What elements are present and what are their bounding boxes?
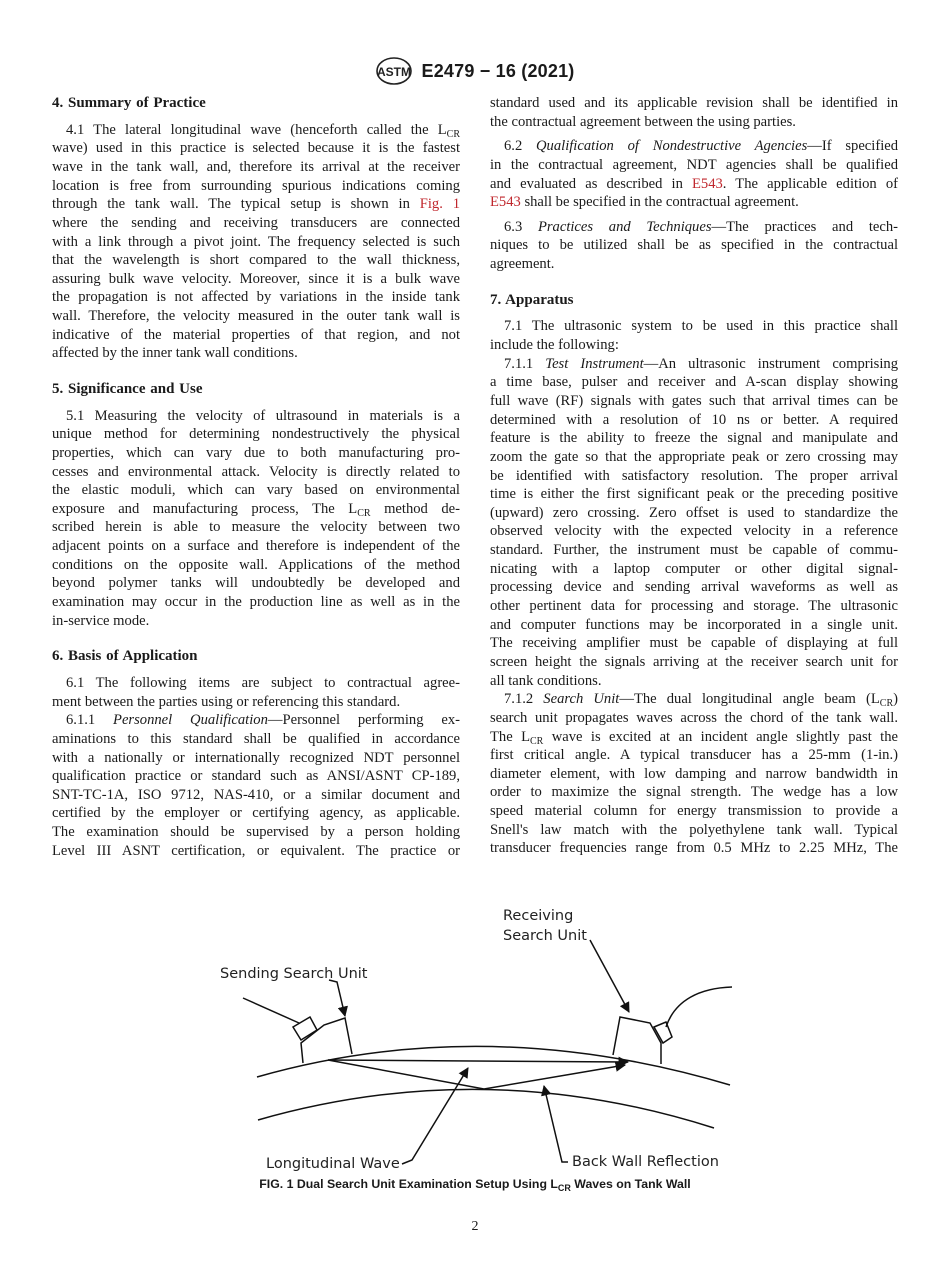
text-line: unique method for determining nondestructively the physical [52, 426, 460, 443]
sending-transducer [293, 1017, 317, 1040]
italic-term: Practices and Techniques [537, 218, 712, 235]
text-segment: —If specified [807, 138, 899, 155]
text-segment: —The dual longitudinal angle beam (L [619, 691, 880, 708]
longitudinal-wave-label: Longitudinal Wave [266, 1156, 400, 1172]
text-segment: through the tank wall. The typical setup is shown in [52, 196, 420, 213]
paragraph [52, 121, 460, 363]
astm-logo-icon [375, 56, 413, 86]
paragraph [490, 690, 898, 858]
section-heading: 6. Basis of Application [52, 648, 198, 665]
section-heading: 7. Apparatus [490, 291, 574, 308]
italic-term: Personnel Qualification [113, 712, 268, 729]
text-line: nicating with a laptop computer or other digital signal- [490, 560, 898, 577]
subscript: CR [357, 507, 371, 519]
figure-caption [0, 1177, 950, 1191]
text-line: 7.1 The ultrasonic system to be used in this practice shall [504, 318, 898, 335]
text-segment: —The practices and tech- [711, 218, 898, 235]
text-segment: 7.1.1 [504, 355, 546, 372]
text-line: Snell's law match with the polyethylene tank wall. Typical [490, 821, 898, 838]
text-line: that the wavelength is short compared to the wall thickness, [52, 252, 460, 269]
text-line: assuring bulk wave velocity. Moreover, since it is a bulk wave [52, 270, 460, 287]
longitudinal-wave-path [328, 1060, 628, 1062]
text-segment: and evaluated as described in [490, 175, 692, 192]
text-line: other pertinent data for processing and storage. The ultrasonic [490, 598, 898, 615]
receiving-transducer [654, 1022, 672, 1043]
text-line: zoom the gate so that the appropriate peak or zero crossing may [490, 448, 898, 465]
text-segment: The L [490, 728, 530, 745]
text-line: all tank conditions. [490, 672, 602, 689]
text-line: determined with a resolution of 10 ns or better. A required [490, 411, 898, 428]
receiving-cable [666, 987, 732, 1027]
text-line: indicative of the material properties of that region, and not [52, 326, 460, 343]
text-segment: . The applicable edition of [722, 175, 898, 192]
page-number: 2 [471, 1219, 479, 1234]
text-segment: exposure and manufacturing process, The L [52, 500, 358, 517]
figure-1-diagram [200, 880, 760, 1180]
outer-tank-wall [257, 1046, 730, 1085]
text-line: diameter element, with low damping and narrow bandwidth in [490, 765, 898, 782]
text-line: properties, which can vary due to both manufacturing pro- [52, 444, 460, 461]
text-segment: 6.2 [504, 138, 537, 155]
receiving-label-line2: Search Unit [503, 928, 587, 944]
receiving-label-line1: Receiving [503, 908, 574, 924]
text-line: be identified with satisfactory resolution. The proper arrival [490, 467, 898, 484]
text-line: agreement. [490, 256, 555, 273]
text-segment: 4.1 The lateral longitudinal wave (henceforth called the L [66, 121, 447, 138]
reference-link[interactable]: Fig. 1 [419, 196, 461, 213]
caption-text: FIG. 1 Dual Search Unit Examination Setup Using L [259, 1177, 558, 1191]
inner-tank-wall [258, 1089, 714, 1128]
text-line: certified by the employer or certifying agency, as applicable. [52, 805, 460, 822]
text-line: niques to be utilized shall be as specified in the contractual [490, 237, 898, 254]
text-line: in-service mode. [52, 612, 150, 629]
caption-subscript: CR [557, 1183, 571, 1193]
paragraph [52, 711, 460, 860]
paragraph [490, 94, 898, 131]
text-line: beyond polymer tanks will undoubtedly be developed and [52, 575, 460, 592]
sending-leader [329, 980, 345, 1016]
text-segment: 6.1.1 [66, 712, 114, 729]
text-line [52, 500, 460, 519]
text-line: The examination should be supervised by a person holding [52, 824, 460, 841]
sending-label: Sending Search Unit [220, 966, 368, 982]
text-line: wave in the tank wall, and, therefore its arrival at the receiver [52, 158, 460, 175]
italic-term: Test Instrument [545, 355, 644, 372]
text-line: affected by the inner tank wall conditions. [52, 345, 298, 362]
caption-text-end: Waves on Tank Wall [570, 1177, 691, 1191]
text-line: cesses and environmental attack. Velocity is directly related to [52, 463, 460, 480]
back-wall-reflection-path [328, 1060, 625, 1089]
text-segment: 6.3 [504, 218, 538, 235]
text-line [490, 137, 898, 156]
text-line: time is either the first significant peak or the preceding positive [490, 486, 898, 503]
text-line: with a link through a pivot joint. The frequency selected is such [52, 233, 460, 250]
text-line: transducer frequencies range from 0.5 MHz to 2.25 MHz, The [490, 840, 898, 857]
text-line: speed material column for energy transmission to provide a [490, 803, 898, 820]
text-line: with a nationally or internationally recognized NDT personnel [52, 749, 460, 766]
reference-link[interactable]: E543 [490, 194, 521, 211]
text-line: location is free from surrounding spurious indications coming [52, 177, 460, 194]
section-heading: 4. Summary of Practice [52, 95, 206, 111]
text-line: Level III ASNT certification, or equivalent. The practice or [52, 842, 460, 859]
receiving-leader [590, 940, 629, 1012]
text-line: include the following: [490, 337, 619, 354]
text-line: 5.1 Measuring the velocity of ultrasound in materials is a [66, 407, 460, 424]
page-header [0, 56, 950, 86]
text-line: the elastic moduli, which can vary based on environmental [52, 482, 460, 499]
text-line [490, 690, 898, 709]
text-line: order to maximize the signal strength. The wedge has a low [490, 784, 898, 801]
text-line: aminations to this standard shall be qualified in accordance [52, 730, 460, 747]
text-line [490, 193, 898, 212]
text-line: where the sending and receiving transducers are connected [52, 214, 460, 231]
text-line: observed velocity with the expected velocity in a reference [490, 523, 898, 540]
text-line [490, 218, 898, 237]
text-segment: wave is excited at an incident angle slightly past the [543, 728, 898, 745]
subscript: CR [879, 698, 894, 710]
text-line: processing device and sending arrival waveforms as well as [490, 579, 898, 596]
subscript: CR [446, 128, 460, 140]
text-line: standard used and its applicable revision shall be identified in [490, 95, 898, 111]
receiving-wedge [613, 1017, 661, 1064]
text-line: and computer functions may be incorporated in a single unit. [490, 616, 898, 633]
text-line: wave) used in this practice is selected because it is the fastest [52, 140, 460, 157]
text-line: examination may occur in the production line as well as in the [52, 594, 460, 611]
text-line: scribed herein is able to measure the velocity between two [52, 519, 460, 536]
text-line: screen height the signals arriving at the receiver search unit for [490, 653, 898, 670]
paragraph [52, 407, 460, 631]
back-wall-leader [544, 1086, 568, 1162]
text-line: 6.1 The following items are subject to contractual agree- [66, 674, 460, 691]
section-heading: 5. Significance and Use [52, 380, 203, 397]
longitudinal-leader [402, 1068, 468, 1164]
text-line: the propagation is not affected by variations in the inside tank [52, 289, 460, 306]
text-line: first critical angle. A typical transducer has a 25-mm (1-in.) [490, 747, 898, 764]
text-line: a time base, pulser and receiver and A-scan display showing [490, 374, 898, 391]
paragraph [490, 137, 898, 212]
text-line: ment between the parties using or referencing this standard. [52, 693, 401, 710]
text-segment: method de- [370, 500, 460, 517]
text-line: conditions on the opposite wall. Applications of the method [52, 556, 460, 573]
text-line: The receiving amplifier must be capable of displaying at full [490, 635, 898, 652]
text-line [490, 355, 898, 374]
italic-term: Search Unit [543, 691, 620, 708]
sending-cable [243, 998, 299, 1023]
text-line: the contractual agreement between the using parties. [490, 113, 796, 130]
text-segment: ) [893, 691, 899, 708]
paragraph [490, 218, 898, 274]
text-line [52, 195, 460, 214]
text-line: qualification practice or standard such as ANSI/ASNT CP-189, [52, 768, 460, 785]
back-wall-label: Back Wall Reflection [572, 1154, 719, 1170]
text-segment: 7.1.2 [504, 691, 544, 708]
text-segment: shall be specified in the contractual agreement. [520, 194, 799, 211]
reference-link[interactable]: E543 [691, 175, 723, 192]
text-line [490, 728, 898, 747]
document-designation: E2479 − 16 (2021) [421, 60, 575, 81]
text-line: wall. Therefore, the velocity measured in the outer tank wall is [52, 308, 460, 325]
text-line: search unit propagates waves across the chord of the tank wall. [490, 709, 898, 726]
text-line: adjacent points on a surface and therefore is independent of the [52, 538, 460, 555]
text-line [52, 711, 460, 730]
paragraph [490, 355, 898, 691]
text-segment: —Personnel performing ex- [267, 712, 460, 729]
left-column [52, 94, 460, 860]
subscript: CR [530, 735, 544, 747]
paragraph [490, 317, 898, 354]
text-line [52, 121, 460, 140]
text-line: (upward) zero crossing. Zero offset is used to standardize the [490, 504, 898, 521]
text-line: full wave (RF) signals with gates such that arrival times can be [490, 392, 898, 409]
italic-term: Qualification of Nondestructive Agencies [536, 138, 808, 155]
text-line: SNT-TC-1A, ISO 9712, NAS-410, or a similar document and [52, 786, 460, 803]
text-segment: —An ultrasonic instrument comprising [643, 355, 898, 372]
right-column [490, 94, 898, 858]
text-line: in the contractual agreement, NDT agencies shall be qualified [490, 156, 898, 173]
svg-text:ASTM: ASTM [377, 65, 412, 79]
text-line: feature is the ability to freeze the signal and manipulate and [490, 430, 898, 447]
sending-wedge [301, 1018, 352, 1063]
text-line [490, 175, 898, 194]
text-line: standard. Further, the instrument must be capable of commu- [490, 542, 898, 559]
paragraph [52, 674, 460, 711]
